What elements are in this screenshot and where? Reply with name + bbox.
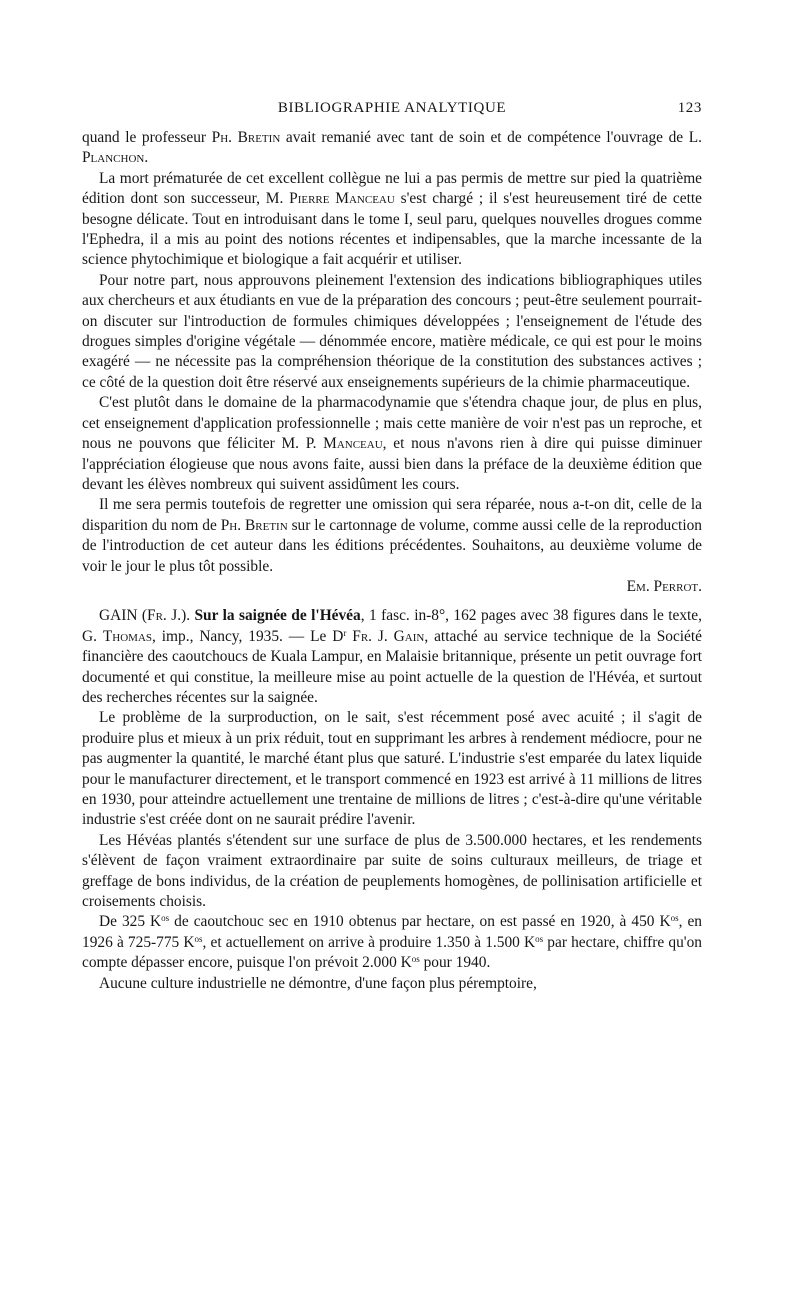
paragraph (82, 495, 702, 577)
superscript: os (161, 913, 170, 924)
paragraph: Les Hévéas plantés s'étendent sur une surface de plus de 3.500.000 hectares, et les rendements s'élèvent de façon vraiment extraordinaire par suite de soins culturaux meilleurs, de triage et greffage de bons individus, de la création de peuplements homogènes, de pollinisation artificielle et croisements choisis. (82, 831, 702, 911)
paragraph (82, 912, 702, 973)
paragraph-continuation (82, 128, 702, 169)
entry-author: GAIN ( (99, 607, 148, 625)
paragraph (82, 393, 702, 495)
text-run: De 325 K (99, 913, 162, 931)
document-page (82, 100, 702, 994)
text-run: quand le professeur (82, 129, 212, 146)
entry-title: Sur la saignée de l'Hévéa (194, 607, 361, 625)
text-run: , imp., Nancy, 1935. — Le D (152, 627, 344, 645)
page-number: 123 (677, 100, 702, 116)
text-run: s'est chargé ; il s'est heureusement tiré de cette besogne délicate. Tout en introduisant dans le tome I, seul paru, quelques nouvelles drogues comme l'Ephedra, il a mis au point des notions récentes et indipensables, que la marche incessante de la science phytochimique et biologique a fait acquérir et utiliser. (82, 190, 702, 269)
paragraph: Pour notre part, nous approuvons pleinement l'extension des indications bibliographiques utiles aux chercheurs et aux étudiants en vue de la préparation des concours ; peut-être seulement pourrait-on discuter sur l'introduction de formules chimiques développées ; l'enseignement de l'étude des drogues simples d'origine végétale — dénommée encore, matière médicale, ce qui est pour le moins exagéré — ne nécessite pas la compréhension théorique de la constitution des substances actives ; ce côté de la question doit être réservé aux enseignements supérieurs de la chimie pharmaceutique. (82, 271, 702, 391)
author-name: Ph. Bretin (220, 516, 288, 534)
text-run: La mort prématurée de cet excellent collègue ne lui a pas permis de mettre sur pied la quatrième édition dont son successeur, M. (82, 169, 702, 208)
paragraph: Aucune culture industrielle ne démontre, d'une façon plus péremptoire, (99, 974, 537, 992)
text-run: ). (181, 607, 195, 625)
text-run: , attaché au service technique de la Société financière des caoutchoucs de Kuala Lampur, en Malaisie britannique, présente un petit ouvrage fort documenté et qui constitue, la meilleure mise au point actuelle de la question de l'Hévéa, et surtout des recherches récentes sur la saignée. (82, 627, 702, 706)
paragraph: Le problème de la surproduction, on le sait, s'est récemment posé avec acuité ; il s'agit de produire plus et mieux à un prix réduit, tout en supprimant les arbres à rendement médiocre, pour ne pas augmenter la quantité, le marché étant plus que saturé. L'industrie s'est emparée du latex liquide pour le manufacturer directement, et le transport commencé en 1923 est arrivé à 11 millions de litres en 1930, pour atteindre actuellement une trentaine de millions de litres ; c'est-à-dire qu'une véritable industrie s'est créée dont on ne saurait prédire l'avenir. (82, 709, 702, 829)
author-name: Pierre Manceau (289, 190, 395, 208)
paragraph (82, 169, 702, 271)
running-header (82, 100, 702, 122)
superscript: os (535, 933, 544, 944)
running-title: BIBLIOGRAPHIE ANALYTIQUE (277, 100, 507, 116)
text-run: de caoutchouc sec en 1910 obtenus par hectare, on est passé en 1920, à 450 K (169, 913, 671, 931)
bibliography-entry (82, 606, 702, 708)
review-signature (82, 577, 702, 597)
author-name: Ph. Bretin (211, 129, 281, 146)
author-name: Fr. J. Gain (352, 627, 425, 645)
superscript: os (670, 913, 679, 924)
text-run: Il me sera permis toutefois de regretter une omission qui sera réparée, nous a-t-on dit, celle de la disparition du nom de (82, 496, 702, 534)
signature-text: Em. Perrot. (626, 577, 702, 595)
superscript: os (411, 954, 420, 965)
entry-author-initials: Fr. J. (147, 607, 182, 625)
text-run: , 1 fasc. in-8°, 162 pages avec 38 figures dans le texte, G. (82, 607, 702, 645)
author-name: Planchon (82, 149, 145, 167)
text-run: par hectare, chiffre qu'on compte dépasser encore, puisque l'on prévoit 2.000 K (82, 933, 702, 972)
text-run: avait remanié avec tant de soin et de compétence l'ouvrage de L. (280, 129, 702, 146)
text-run: . (144, 149, 149, 167)
superscript: os (194, 933, 203, 944)
superscript: r (343, 627, 347, 638)
text-run: , en 1926 à 725-775 K (82, 913, 702, 951)
publisher-name: Thomas (102, 627, 153, 645)
text-run: sur le cartonnage de volume, comme aussi celle de la reproduction de l'introduction de cet auteur dans les éditions précédentes. Souhaitons, au deuxième volume de voir le jour le plus tôt possible. (82, 516, 702, 575)
text-run: C'est plutôt dans le domaine de la pharmacodynamie que s'étendra chaque jour, de plus en plus, cet enseignement d'application professionnelle ; mais cette manière de voir n'est pas un reproche, et nous ne pouvons que féliciter M. P. (82, 394, 702, 453)
text-run: , et actuellement on arrive à produire 1.350 à 1.500 K (202, 933, 536, 951)
text-run: pour 1940. (419, 954, 491, 972)
text-run: , et nous n'avons rien à dire qui puisse diminuer l'appréciation élogieuse que nous avons faite, aussi bien dans la préface de la deuxième édition que devant les élèves nombreux qui suivent assidûment les cours. (82, 435, 702, 493)
author-name: Manceau (323, 435, 383, 453)
